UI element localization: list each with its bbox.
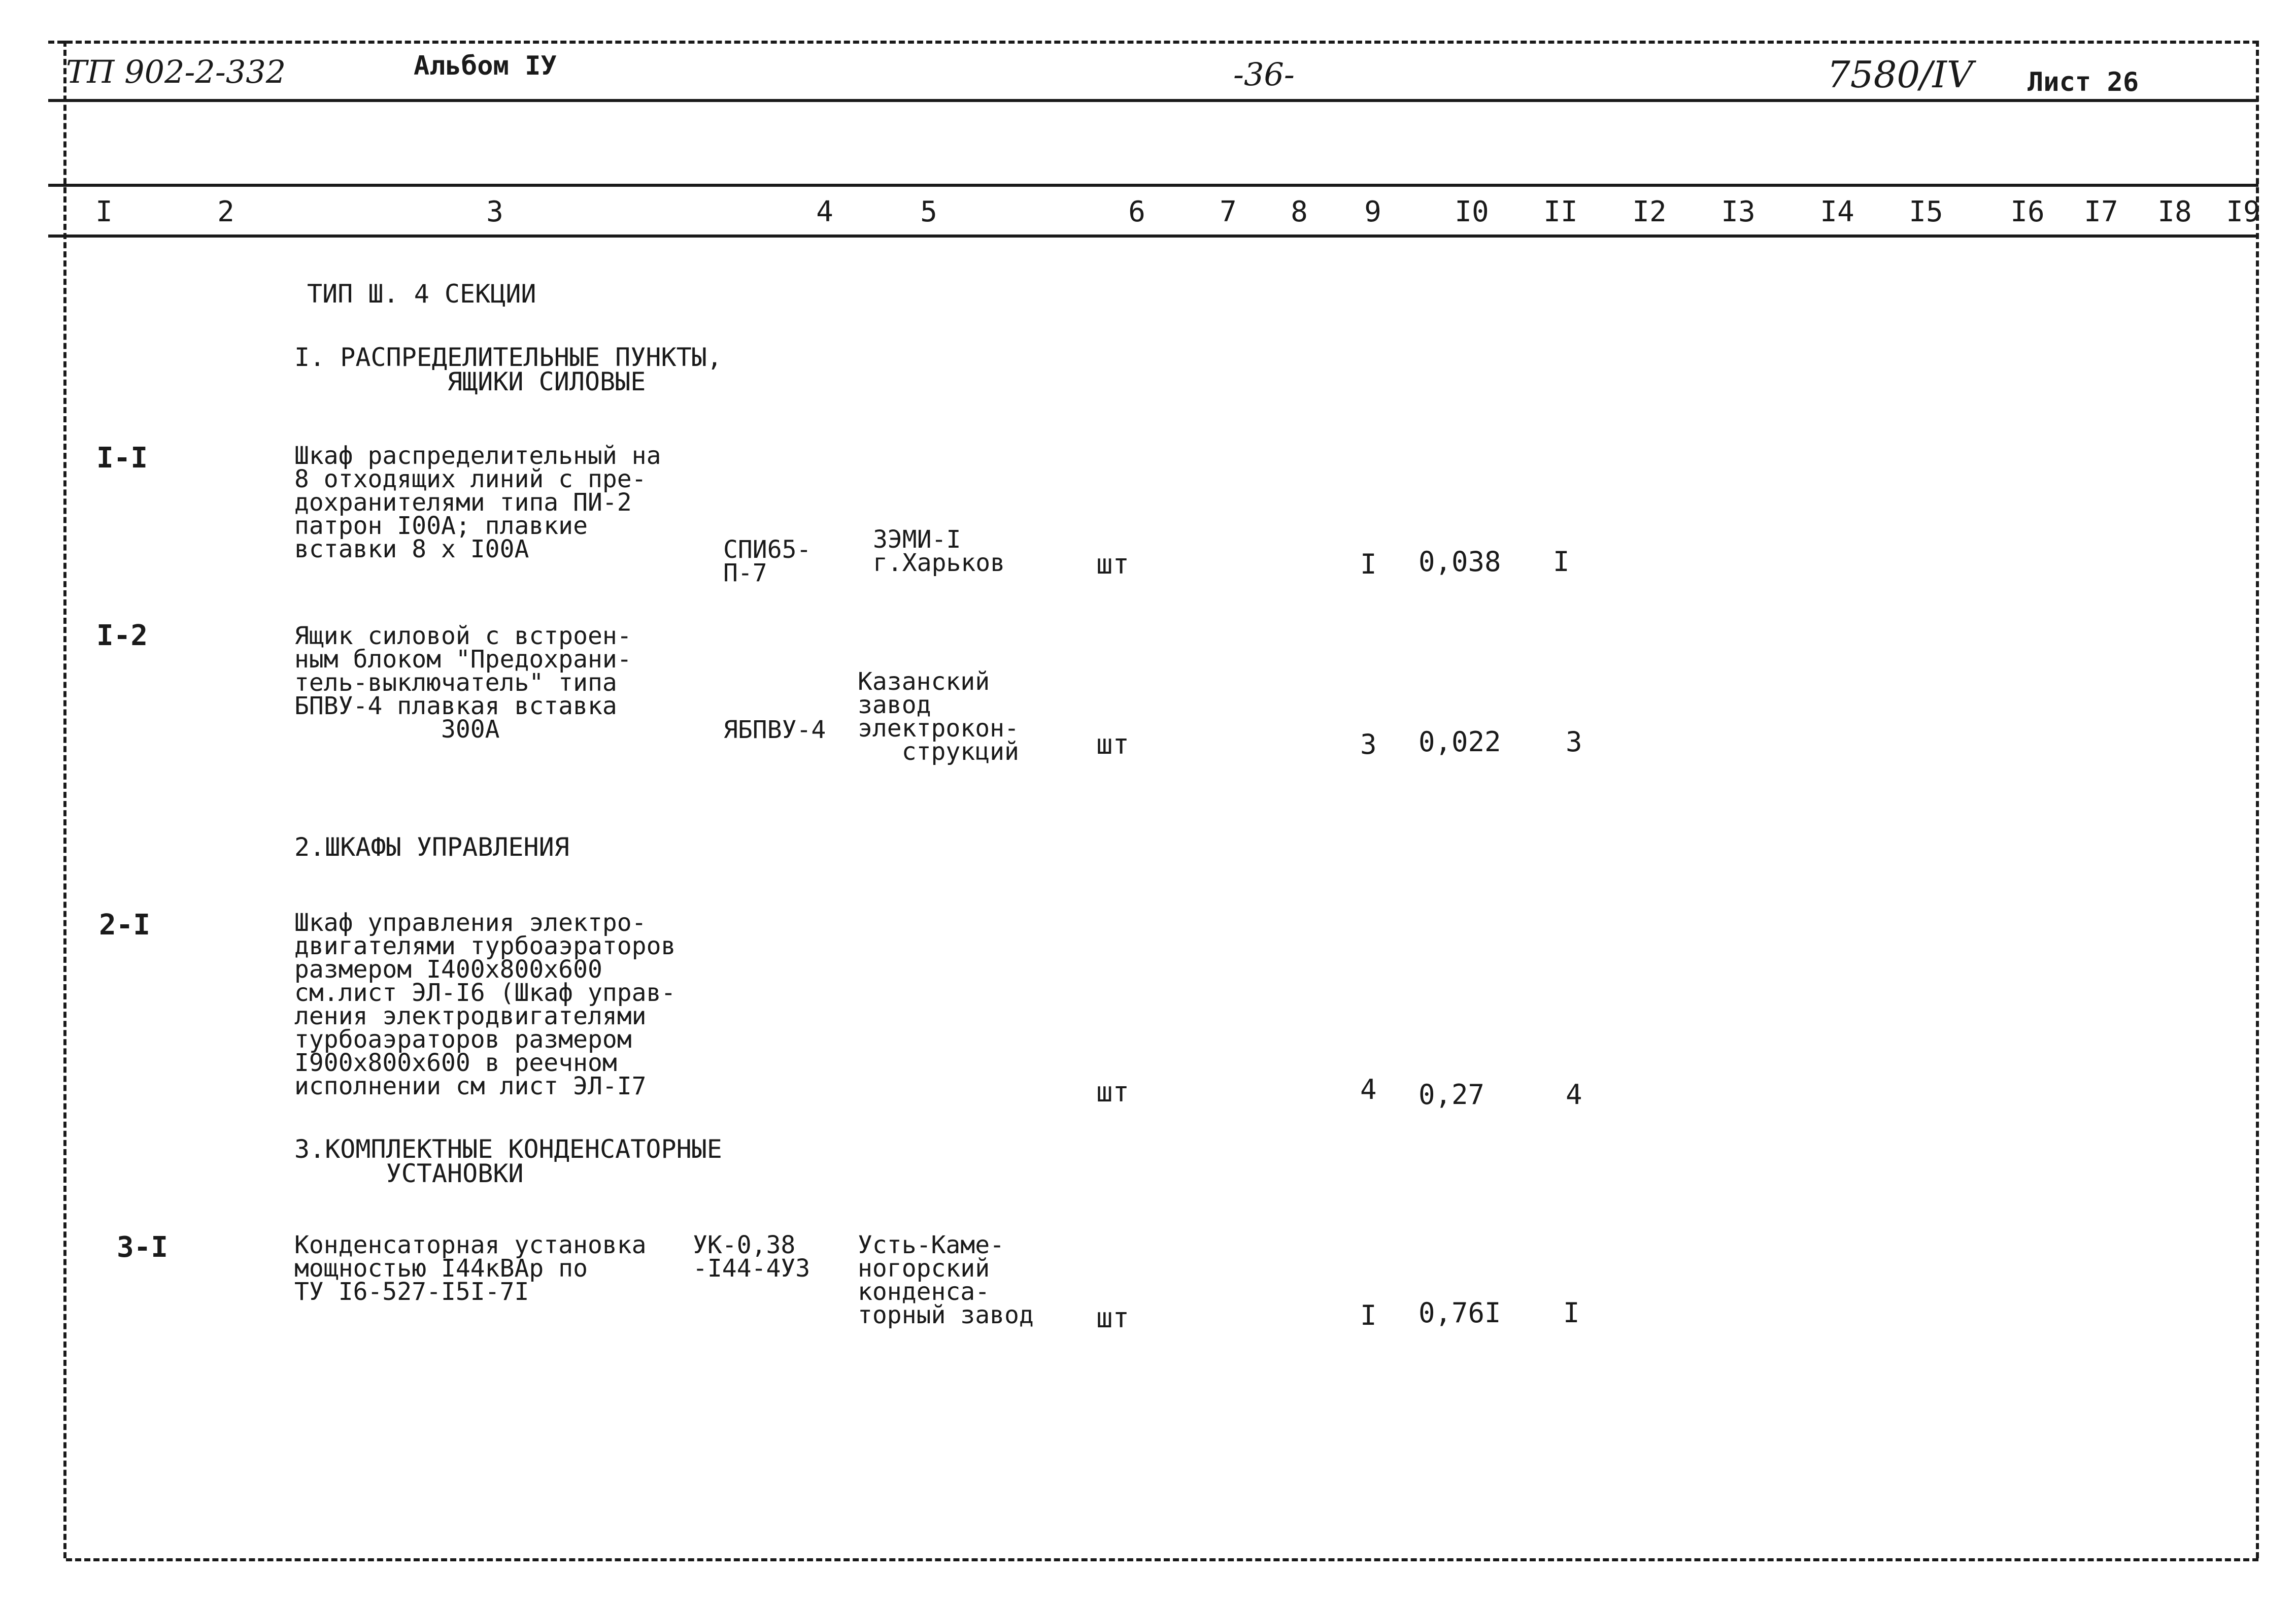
page-number: -36- xyxy=(1233,56,1295,93)
column-number: 7 xyxy=(1220,195,1237,228)
position-number: 2-I xyxy=(99,909,151,942)
item-maker: Усть-Каме- ногорский конденса- торный завод xyxy=(858,1231,1034,1329)
item-quantity: I xyxy=(1360,1299,1377,1331)
column-number: II xyxy=(1543,195,1578,228)
item-quantity: 3 xyxy=(1360,728,1377,760)
column-number: I2 xyxy=(1632,195,1667,228)
type-title: ТИП Ш. 4 СЕКЦИИ xyxy=(307,279,536,309)
column-number: I xyxy=(95,195,113,228)
column-number: 2 xyxy=(217,195,234,228)
item-name: Конденсаторная установка мощностью I44кВАр по ТУ I6-527-I5I-7I xyxy=(294,1231,647,1306)
column-number: 5 xyxy=(920,195,937,228)
column-number: 4 xyxy=(816,195,833,228)
item-type: СПИ65- П-7 xyxy=(723,535,812,587)
position-number: 3-I xyxy=(117,1231,168,1264)
item-name: Ящик силовой с встроен- ным блоком "Предохрани- тель-выключатель" типа БПВУ-4 плавкая вставка 300А xyxy=(294,622,632,744)
column-number: 6 xyxy=(1128,195,1145,228)
column-number: I3 xyxy=(1721,195,1755,228)
item-mass: 0,76I xyxy=(1419,1297,1501,1329)
item-maker: Казанский завод электрокон- струкций xyxy=(858,667,1019,766)
item-mass: 0,038 xyxy=(1419,546,1501,578)
column-number: I8 xyxy=(2157,195,2192,228)
item-total: I xyxy=(1553,546,1570,578)
item-unit: шт xyxy=(1096,548,1130,580)
item-type: УК-0,38 -I44-4У3 xyxy=(693,1231,811,1283)
column-number: 3 xyxy=(486,195,503,228)
column-number: I0 xyxy=(1455,195,1489,228)
columns-bottom-rule xyxy=(48,235,2258,238)
item-type: ЯБПВУ-4 xyxy=(723,716,826,744)
column-number: I5 xyxy=(1909,195,1943,228)
header-rule xyxy=(48,99,2258,102)
position-number: I-2 xyxy=(96,619,148,652)
frame-left-line xyxy=(63,41,66,1558)
item-mass: 0,27 xyxy=(1419,1079,1485,1111)
item-unit: шт xyxy=(1096,1076,1130,1108)
frame-right-line xyxy=(2256,41,2259,1558)
column-number: I9 xyxy=(2226,195,2260,228)
frame-top-line xyxy=(48,41,2258,44)
section-heading: 2.ШКАФЫ УПРАВЛЕНИЯ xyxy=(294,832,569,862)
doc-code: ТП 902-2-332 xyxy=(66,53,286,90)
sheet-label: Лист 26 xyxy=(2028,67,2139,97)
inventory-number: 7580/IV xyxy=(1827,53,1973,96)
item-quantity: 4 xyxy=(1360,1074,1377,1106)
item-mass: 0,022 xyxy=(1419,726,1501,758)
columns-top-rule xyxy=(48,184,2258,187)
item-quantity: I xyxy=(1360,548,1377,580)
column-number: I4 xyxy=(1820,195,1854,228)
item-total: 4 xyxy=(1566,1079,1582,1111)
item-unit: шт xyxy=(1096,728,1130,760)
section-heading: I. РАСПРЕДЕЛИТЕЛЬНЫЕ ПУНКТЫ, ЯЩИКИ СИЛОВЫЕ xyxy=(294,343,722,396)
column-number: 9 xyxy=(1364,195,1381,228)
item-unit: шт xyxy=(1096,1302,1130,1334)
section-heading: 3.КОМПЛЕКТНЫЕ КОНДЕНСАТОРНЫЕ УСТАНОВКИ xyxy=(294,1134,722,1188)
frame-bottom-line xyxy=(66,1558,2258,1561)
item-total: 3 xyxy=(1566,726,1582,758)
item-name: Шкаф управления электро- двигателями турбоаэраторов размером I400х800х600 см.лист ЭЛ-I6 (Шкаф управ- ления электродвигателями турбоаэраторов размером I900х800х600 в реечном исполнении см лист ЭЛ-I7 xyxy=(294,909,676,1100)
album-label: Альбом IУ xyxy=(414,51,557,81)
column-number: I7 xyxy=(2084,195,2118,228)
column-number: I6 xyxy=(2010,195,2045,228)
item-total: I xyxy=(1563,1297,1580,1329)
position-number: I-I xyxy=(96,442,148,475)
item-maker: ЗЭМИ-I г.Харьков xyxy=(873,525,1005,577)
column-number: 8 xyxy=(1291,195,1308,228)
item-name: Шкаф распределительный на 8 отходящих линий с пре- дохранителями типа ПИ-2 патрон I00А; плавкие вставки 8 х I00А xyxy=(294,442,661,563)
